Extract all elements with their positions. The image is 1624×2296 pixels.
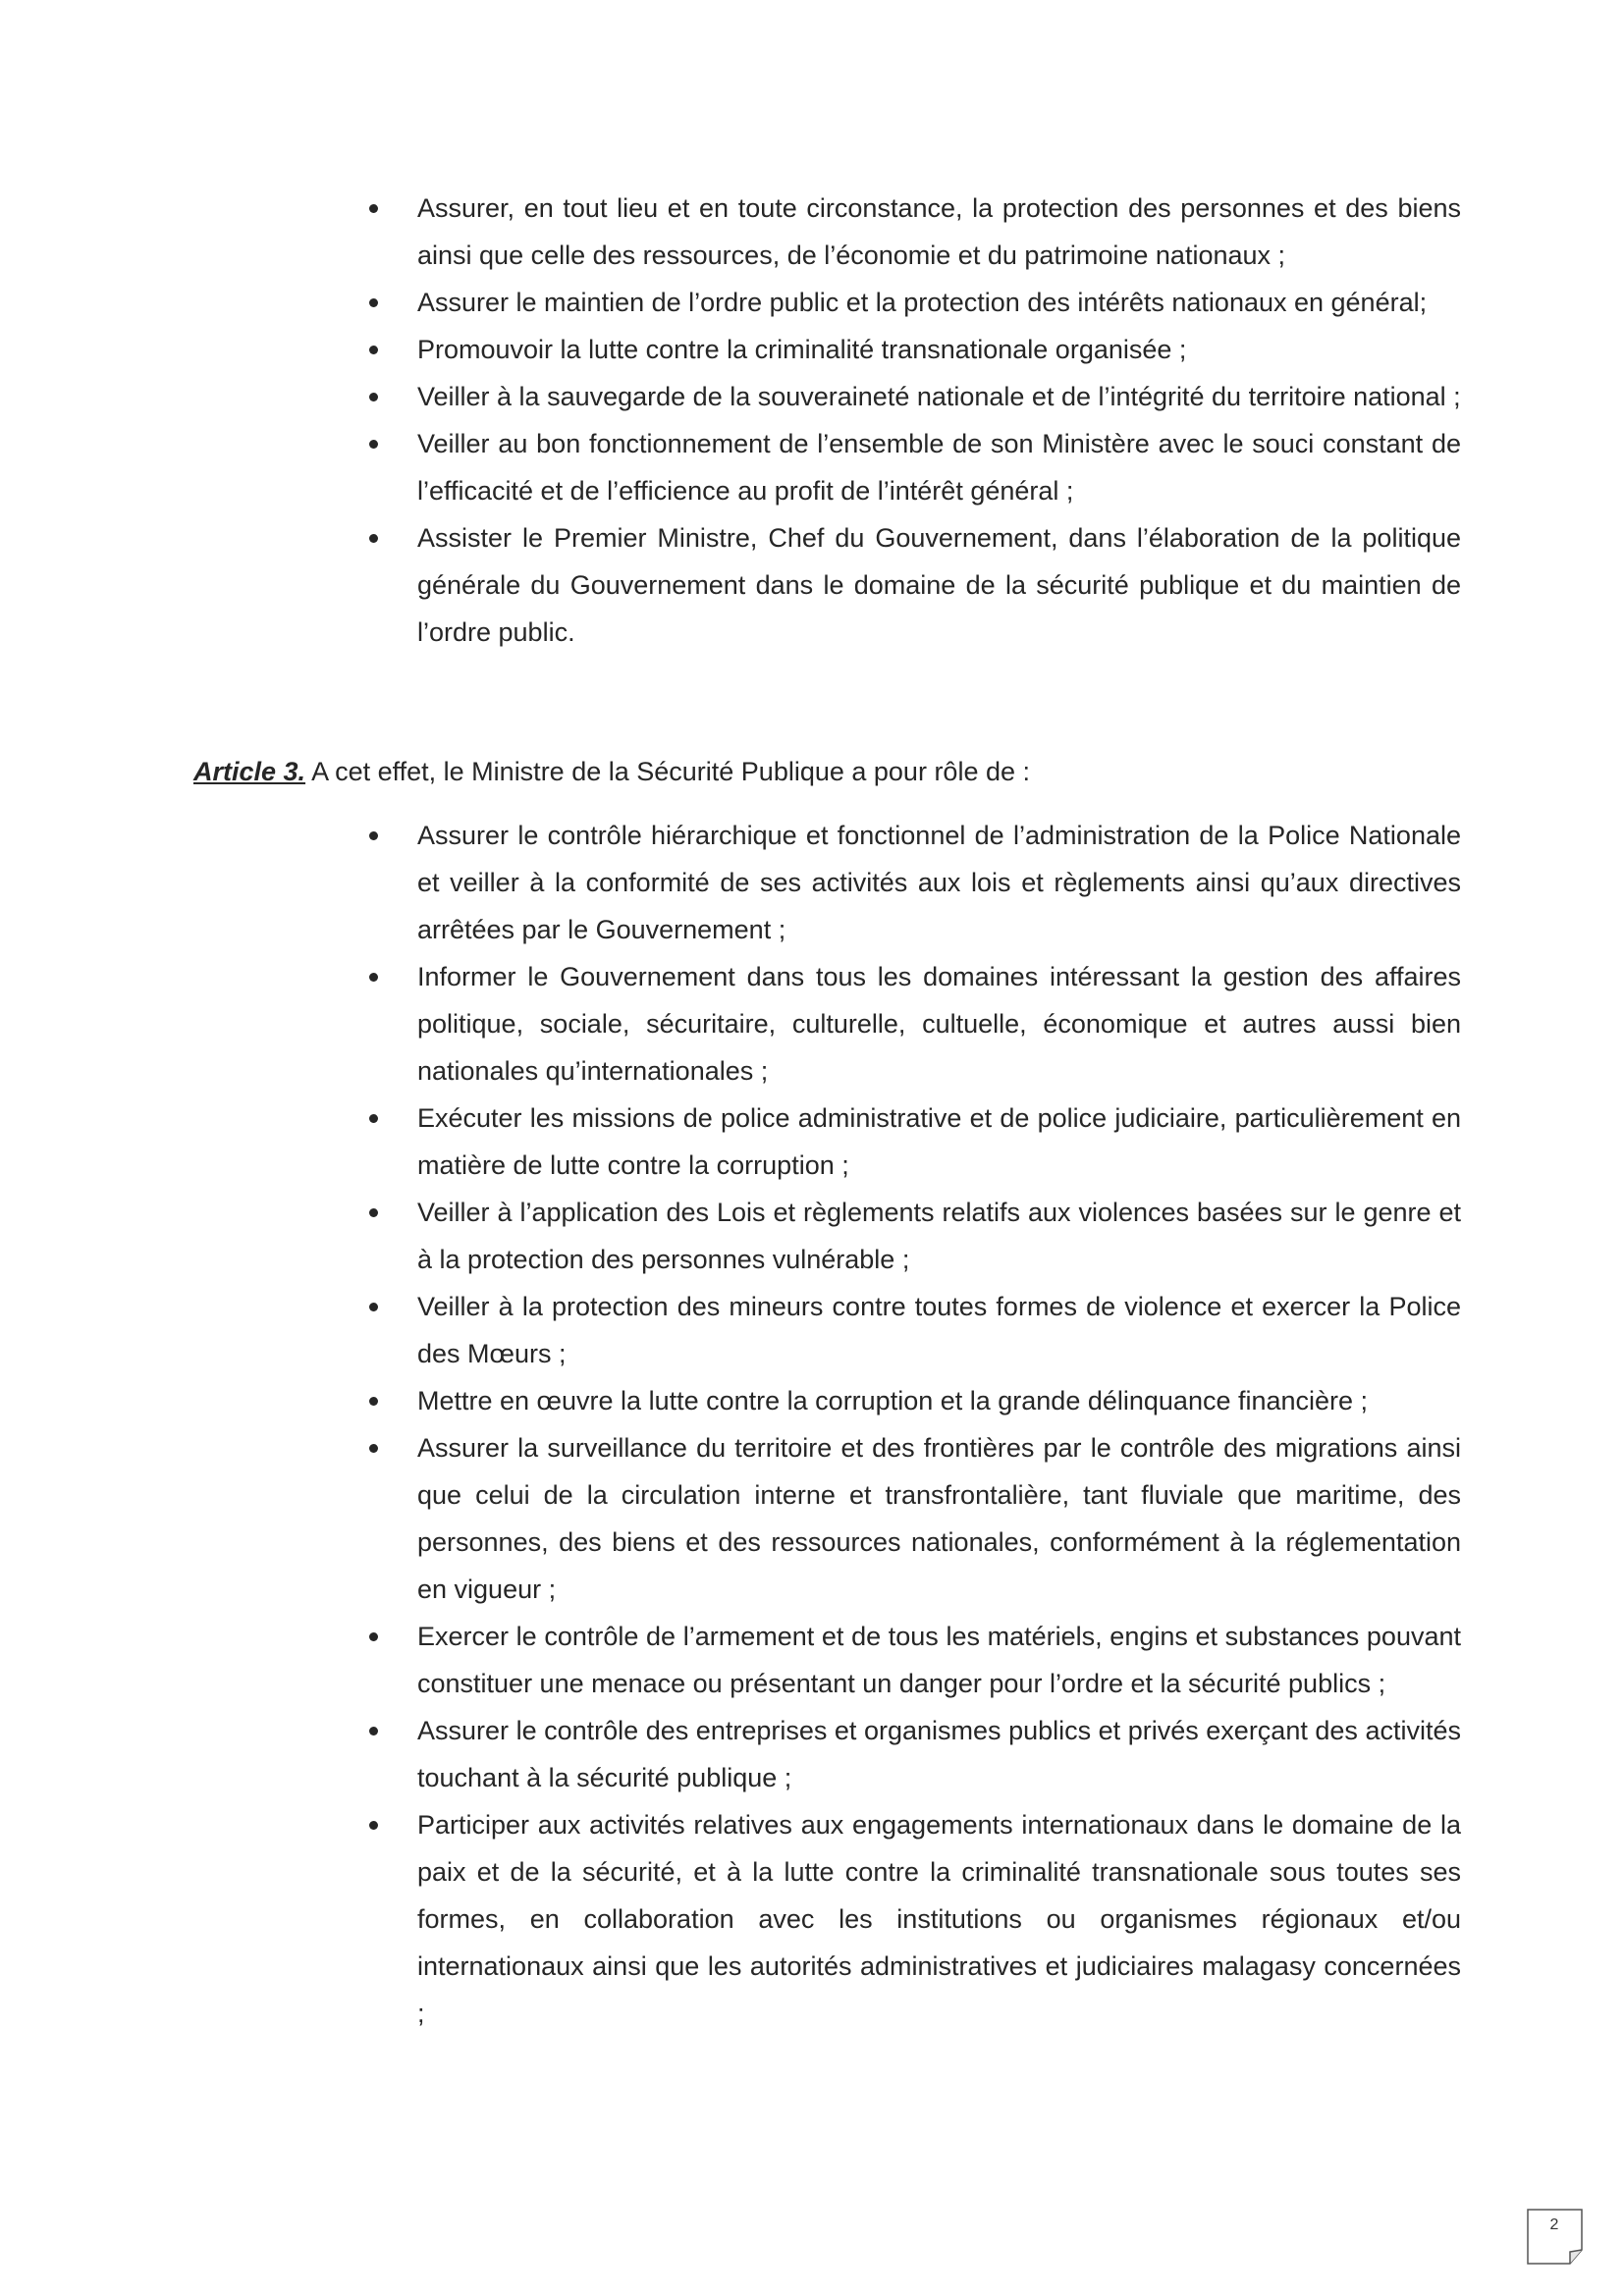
list-item-text: Veiller à la protection des mineurs contre toutes formes de violence et exercer la Police des Mœurs ; [417, 1292, 1461, 1368]
list-item-text: Assurer, en tout lieu et en toute circonstance, la protection des personnes et des biens ainsi que celle des ressources, de l’économie et du patrimoine nationaux ; [417, 193, 1461, 270]
bullet-icon [369, 973, 378, 982]
bullet-icon [369, 1821, 378, 1830]
bullet-list-roles [417, 812, 1461, 2037]
list-item [417, 373, 1461, 420]
bullet-icon [369, 298, 378, 307]
list-item [417, 953, 1461, 1095]
list-item-text: Assister le Premier Ministre, Chef du Gouvernement, dans l’élaboration de la politique générale du Gouvernement dans le domaine de la sécurité publique et du maintien de l’ordre public. [417, 523, 1461, 647]
list-item [417, 812, 1461, 953]
list-item-text: Exécuter les missions de police administrative et de police judiciaire, particulièrement en matière de lutte contre la corruption ; [417, 1103, 1461, 1180]
list-item [417, 326, 1461, 373]
list-item [417, 420, 1461, 514]
page-number-box [1527, 2209, 1590, 2265]
page-number: 2 [1549, 2216, 1559, 2233]
bullet-icon [369, 440, 378, 449]
list-item-text: Veiller à la sauvegarde de la souveraineté nationale et de l’intégrité du territoire national ; [417, 382, 1461, 411]
bullet-icon [369, 393, 378, 401]
list-item [417, 1801, 1461, 2037]
list-item-text: Assurer le contrôle des entreprises et organismes publics et privés exerçant des activités touchant à la sécurité publique ; [417, 1716, 1461, 1792]
list-item [417, 1424, 1461, 1613]
list-item-text: Mettre en œuvre la lutte contre la corruption et la grande délinquance financière ; [417, 1386, 1369, 1415]
list-item [417, 1095, 1461, 1189]
article-3-heading [193, 748, 1030, 795]
list-item-text: Participer aux activités relatives aux engagements internationaux dans le domaine de la paix et de la sécurité, et à la lutte contre la criminalité transnationale sous toutes ses formes, en collaboration avec les institutions ou organismes régionaux et/ou internationaux ainsi que les autorités administratives et judiciaires malagasy concernées ; [417, 1810, 1461, 2028]
list-item [417, 1283, 1461, 1377]
list-item [417, 514, 1461, 656]
bullet-icon [369, 1303, 378, 1311]
bullet-icon [369, 831, 378, 840]
list-item-text: Assurer le maintien de l’ordre public et la protection des intérêts nationaux en général; [417, 288, 1428, 317]
article-label: Article 3. [193, 757, 306, 786]
bullet-icon [369, 1444, 378, 1453]
list-item-text: Assurer le contrôle hiérarchique et fonctionnel de l’administration de la Police Nationale et veiller à la conformité de ses activités aux lois et règlements ainsi qu’aux directives arrêtées par le Gouvernement ; [417, 821, 1461, 944]
bullet-icon [369, 204, 378, 213]
list-item-text: Exercer le contrôle de l’armement et de tous les matériels, engins et substances pouvant constituer une menace ou présentant un danger pour l’ordre et la sécurité publics ; [417, 1622, 1461, 1698]
bullet-icon [369, 534, 378, 543]
list-item [417, 1707, 1461, 1801]
bullet-icon [369, 1632, 378, 1641]
list-item [417, 1613, 1461, 1707]
bullet-icon [369, 1208, 378, 1217]
bullet-icon [369, 1727, 378, 1735]
list-item-text: Assurer la surveillance du territoire et des frontières par le contrôle des migrations ainsi que celui de la circulation interne et transfrontalière, tant fluviale que maritime, des personnes, des biens et des ressources nationales, conformément à la réglementation en vigueur ; [417, 1433, 1461, 1604]
bullet-list-responsibilities [417, 185, 1461, 656]
list-item [417, 279, 1461, 326]
list-item [417, 1189, 1461, 1283]
article-intro-text: A cet effet, le Ministre de la Sécurité Publique a pour rôle de : [305, 757, 1031, 786]
list-item-text: Promouvoir la lutte contre la criminalité transnationale organisée ; [417, 335, 1187, 364]
bullet-icon [369, 1397, 378, 1406]
list-item [417, 1377, 1461, 1424]
list-item-text: Veiller au bon fonctionnement de l’ensemble de son Ministère avec le souci constant de l’efficacité et de l’efficience au profit de l’intérêt général ; [417, 429, 1461, 506]
list-item-text: Informer le Gouvernement dans tous les domaines intéressant la gestion des affaires politique, sociale, sécuritaire, culturelle, cultuelle, économique et autres aussi bien nationales qu’internationales ; [417, 962, 1461, 1086]
bullet-icon [369, 346, 378, 354]
list-item [417, 185, 1461, 279]
bullet-icon [369, 1114, 378, 1123]
list-item-text: Veiller à l’application des Lois et règlements relatifs aux violences basées sur le genre et à la protection des personnes vulnérable ; [417, 1198, 1461, 1274]
